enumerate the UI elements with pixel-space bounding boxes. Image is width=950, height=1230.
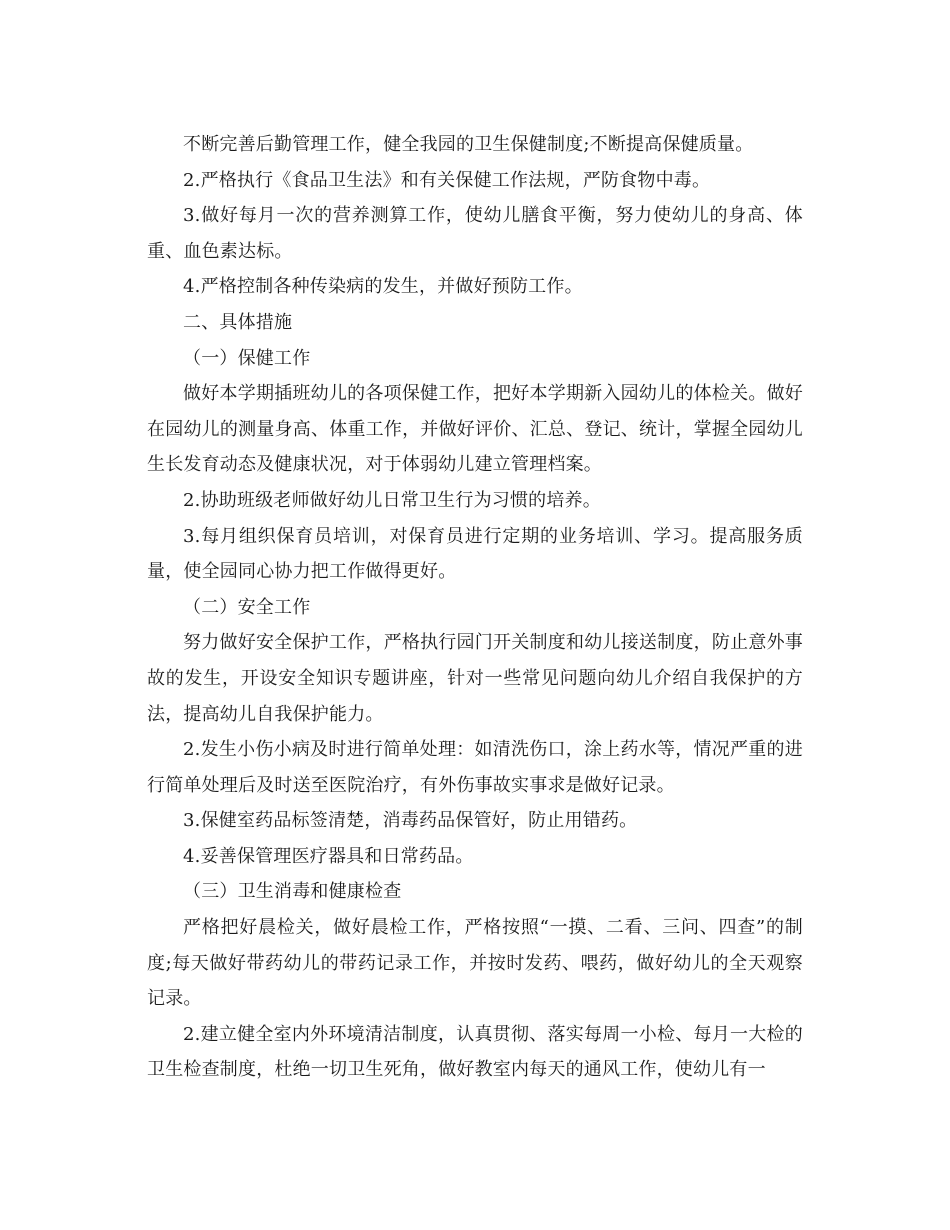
subheading-hygiene-checks: （三）卫生消毒和健康检查 xyxy=(183,881,402,903)
paragraph-9: 2.发生小伤小病及时进行简单处理：如清洗伤口，涂上药水等，情况严重的进行简单处理后及时送至医院治疗，有外伤事故实事求是做好记录。 xyxy=(147,739,803,796)
paragraph-12: 严格把好晨检关，做好晨检工作，严格按照“一摸、二看、三问、四查”的制度;每天做好带药幼儿的带药记录工作，并按时发药、喂药，做好幼儿的全天观察记录。 xyxy=(147,917,803,1010)
paragraph-2: 2.严格执行《食品卫生法》和有关保健工作法规，严防食物中毒。 xyxy=(183,169,711,191)
paragraph-11: 4.妥善保管理医疗器具和日常药品。 xyxy=(183,845,474,867)
paragraph-6: 2.协助班级老师做好幼儿日常卫生行为习惯的培养。 xyxy=(183,489,601,511)
paragraph-7: 3.每月组织保育员培训，对保育员进行定期的业务培训、学习。提高服务质量，使全园同心协力把工作做得更好。 xyxy=(147,525,803,583)
paragraph-10: 3.保健室药品标签清楚，消毒药品保管好，防止用错药。 xyxy=(183,810,638,832)
subheading-safety-work: （二）安全工作 xyxy=(183,596,311,618)
paragraph-3: 3.做好每月一次的营养测算工作，使幼儿膳食平衡，努力使幼儿的身高、体重、血色素达标。 xyxy=(147,205,803,262)
paragraph-13: 2.建立健全室内外环境清洁制度，认真贯彻、落实每周一小检、每月一大检的卫生检查制度，杜绝一切卫生死角，做好教室内每天的通风工作，使幼儿有一 xyxy=(147,1023,803,1081)
document-body xyxy=(147,127,803,1088)
paragraph-8: 努力做好安全保护工作，严格执行园门开关制度和幼儿接送制度，防止意外事故的发生，开设安全知识专题讲座，针对一些常见问题向幼儿介绍自我保护的方法，提高幼儿自我保护能力。 xyxy=(147,632,803,725)
subheading-health-work: （一）保健工作 xyxy=(183,347,311,369)
paragraph-4: 4.严格控制各种传染病的发生，并做好预防工作。 xyxy=(183,276,583,298)
section-heading-measures: 二、具体措施 xyxy=(183,311,293,333)
paragraph-1: 不断完善后勤管理工作，健全我园的卫生保健制度;不断提高保健质量。 xyxy=(183,134,754,155)
paragraph-5: 做好本学期插班幼儿的各项保健工作，把好本学期新入园幼儿的体检关。做好在园幼儿的测量身高、体重工作，并做好评价、汇总、登记、统计，掌握全园幼儿生长发育动态及健康状况，对于体弱幼儿建立管理档案。 xyxy=(147,383,803,476)
